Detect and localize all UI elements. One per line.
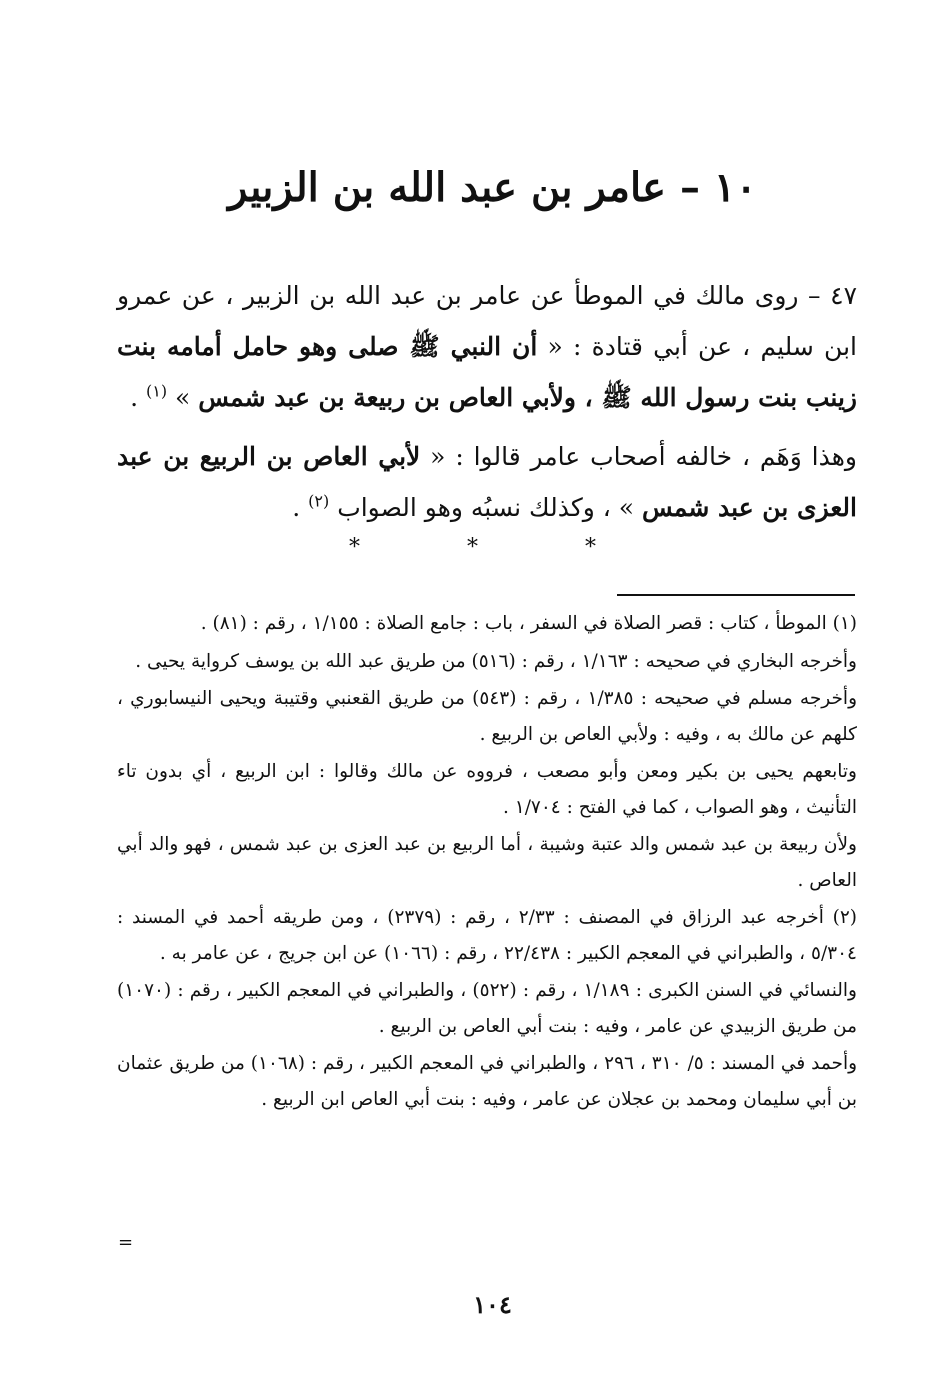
footnote-2: (٢) أخرجه عبد الرزاق في المصنف : ٢/٣٣ ، رقم : (٢٣٧٩) ، ومن طريقه أحمد في المسند : ٥/٣٠٤ ، والطبراني في المعجم الكبير : ٢٢/٤٣٨ ، رقم : (١٠٦٦) عن ابن جريج ، عن عامر به . — [117, 907, 857, 964]
comment-quote: لأبي العاص بن الربيع بن عبد العزى بن عبد شمس — [117, 442, 857, 522]
footnote-ref-1: (١) — [146, 381, 168, 401]
main-text — [117, 270, 857, 541]
footnote-2-ahmad: وأحمد في المسند : ٥/ ٣١٠ ، ٢٩٦ ، والطبراني في المعجم الكبير ، رقم : (١٠٦٨) من طريق عثمان بن أبي سليمان ومحمد بن عجلان عن عامر ، وفيه : بنت أبي العاص ابن الربيع . — [117, 1053, 858, 1110]
footnote-1-bukhari: وأخرجه البخاري في صحيحه : ١/١٦٣ ، رقم : (٥١٦) من طريق عبد الله بن يوسف كرواية يحيى . — [135, 650, 857, 672]
footnote-2-nasai: والنسائي في السنن الكبرى : ١/١٨٩ ، رقم : (٥٢٢) ، والطبراني في المعجم الكبير ، رقم : (١٠٧٠) من طريق الزبيدي عن عامر ، وفيه : بنت أبي العاص بن الربيع . — [117, 980, 857, 1037]
comment-end: . — [292, 493, 301, 522]
hadith-paragraph — [117, 270, 857, 423]
footnote-ref-2: (٢) — [308, 491, 330, 511]
hadith-quote-close: » — [175, 383, 191, 412]
footnote-1: (١) الموطأ ، كتاب : قصر الصلاة في السفر ، باب : جامع الصلاة : ١/١٥٥ ، رقم : (٨١) . — [200, 613, 857, 634]
hadith-intro: ٤٧ – روى مالك في الموطأ عن عامر بن عبد الله بن الزبير ، عن عمرو ابن سليم ، عن أبي قتادة : « — [117, 281, 857, 361]
hadith-quote: أن النبي ﷺ صلى وهو حامل أمامه بنت زينب بنت رسول الله ﷺ ، ولأبي العاص بن ربيعة بن عبد شمس — [117, 332, 857, 412]
footnote-1-muslim: وأخرجه مسلم في صحيحه : ١/٣٨٥ ، رقم : (٥٤٣) من طريق القعنبي وقتيبة ويحيى النيسابوري ، كلهم عن مالك به ، وفيه : ولأبي العاص بن الربيع . — [117, 688, 857, 745]
footnotes — [117, 606, 857, 1119]
continuation-mark: = — [118, 1232, 134, 1253]
section-separator: * * * — [349, 535, 636, 560]
footnote-1-rabiah: ولأن ربيعة بن عبد شمس والد عتبة وشيبة ، أما الربيع بن عبد العزى بن عبد شمس ، فهو والد أبي العاص . — [117, 834, 857, 891]
chapter-title: ١٠ – عامر بن عبد الله بن الزبير — [228, 164, 757, 211]
page-number: ١٠٤ — [473, 1290, 512, 1319]
hadith-end: . — [130, 383, 139, 412]
comment-mid: » ، وكذلك نسبُه وهو الصواب — [337, 493, 635, 522]
footnote-divider — [617, 594, 855, 596]
comment-intro: وهذا وَهَم ، خالفه أصحاب عامر قالوا : « — [430, 442, 857, 471]
footnote-1-followers: وتابعهم يحيى بن بكير ومعن وأبو مصعب ، فرووه عن مالك وقالوا : ابن الربيع ، أي بدون تاء التأنيث ، وهو الصواب ، كما في الفتح : ١/٧٠٤ . — [117, 761, 857, 818]
comment-paragraph — [117, 431, 857, 533]
